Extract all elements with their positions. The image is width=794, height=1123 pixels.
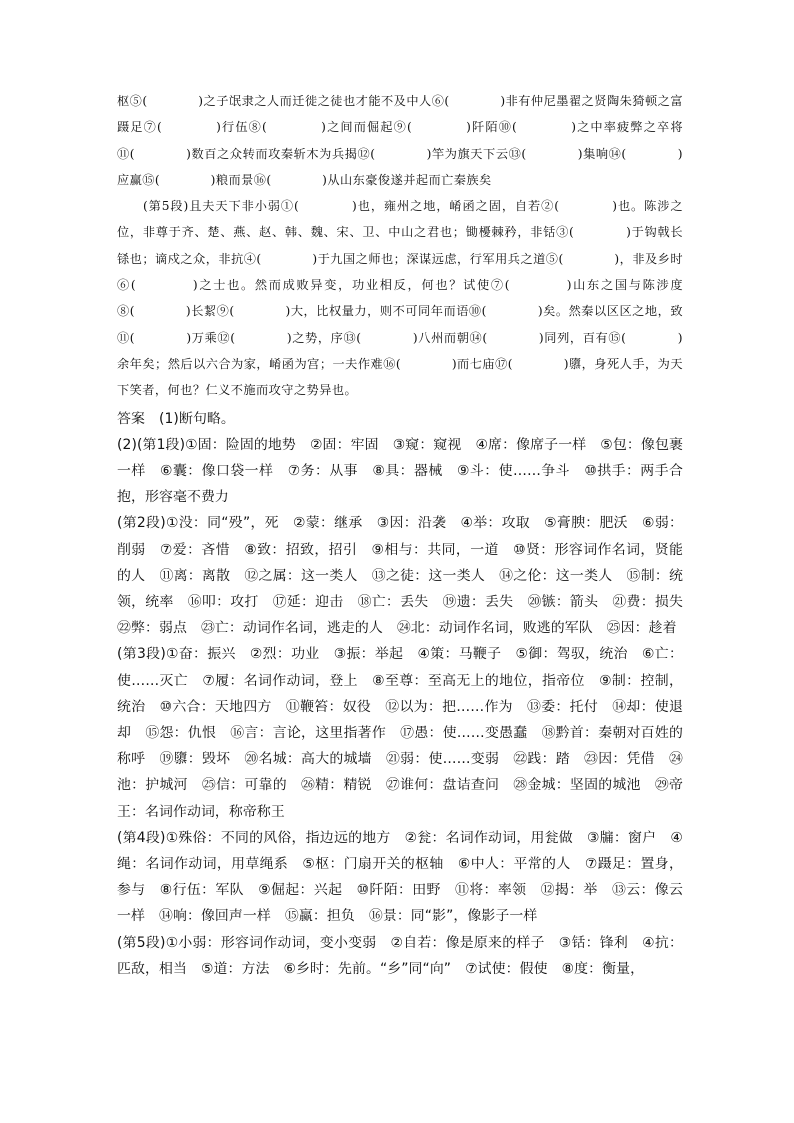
answer-para3: (第3段)①奋：振兴 ②烈：功业 ③振：举起 ④策：马鞭子 ⑤御：驾驭，统治 ⑥亡：使……灭亡 ⑦履：名词作动词，登上 ⑧至尊：至高无上的地位，指帝位 ⑨制：控制，统治 ⑩六合：天地四方 ⑪鞭笞：奴役 ⑫以为：把……作为 ⑬委：托付 ⑭却：使退却 ⑮怨：仇恨 ⑯言：言论，这里指著作 ⑰愚：使……变愚蠢 ⑱黔首：秦朝对百姓的称呼 ⑲隳：毁坏 ⑳名城：高大的城墙 ㉑弱：使……变弱 ㉒践：踏 ㉓因：凭借 ㉔池：护城河 ㉕信：可靠的 ㉖精：精锐 ㉗谁何：盘诘查问 ㉘金城：坚固的城池 ㉙帝王：名词作动词，称帝称王 (117, 646, 683, 820)
exercise-para4-tail: 枢⑤( )之子氓隶之人而迁徙之徒也才能不及中人⑥( )非有仲尼墨翟之贤陶朱猗顿之富蹑足⑦( )行伍⑧( )之间而倔起⑨( )阡陌⑩( )之中率疲弊之卒将⑪( )数百之众转而攻秦斩木为兵揭⑫( )竿为旗天下云⑬( )集响⑭( )应赢⑮( )粮而景⑯( )从山东豪俊遂并起而亡秦族矣 (117, 94, 683, 187)
document-page (117, 88, 697, 982)
answer-heading: 答案 (1)断句略。 (117, 410, 235, 427)
answer-para4: (第4段)①殊俗：不同的风俗，指边远的地方 ②瓮：名词作动词，用瓮做 ③牖：窗户 ④绳：名词作动词，用草绳系 ⑤枢：门扇开关的枢轴 ⑥中人：平常的人 ⑦蹑足：置身，参与 ⑧行伍：军队 ⑨倔起：兴起 ⑩阡陌：田野 ⑪将：率领 ⑫揭：举 ⑬云：像云一样 ⑭响：像回声一样 ⑮赢：担负 ⑯景：同“影”，像影子一样 (117, 829, 683, 925)
answer-para1: (2)(第1段)①固：险固的地势 ②固：牢固 ③窥：窥视 ④席：像席子一样 ⑤包：像包裹一样 ⑥囊：像口袋一样 ⑦务：从事 ⑧具：器械 ⑨斗：使……争斗 ⑩拱手：两手合抱，形容毫不费力 (117, 436, 683, 506)
answer-para5: (第5段)①小弱：形容词作动词，变小变弱 ②自若：像是原来的样子 ③铦：锋利 ④抗：匹敌，相当 ⑤道：方法 ⑥乡时：先前。“乡”同“向” ⑦试使：假使 ⑧度：衡量， (117, 934, 683, 977)
exercise-para5: (第5段)且夫天下非小弱①( )也，雍州之地，崤函之固，自若②( )也。陈涉之位，非尊于齐、楚、燕、赵、韩、魏、宋、卫、中山之君也；锄櫌棘矜，非铦③( )于钩戟长铩也；谪戍之众，非抗④( )于九国之师也；深谋远虑，行军用兵之道⑤( )，非及乡时⑥( )之士也。然而成败异变，功业相反，何也？试使⑦( )山东之国与陈涉度⑧( )长絜⑨( )大，比权量力，则不可同年而语⑩( )矣。然秦以区区之地，致⑪( )万乘⑫( )之势，序⑬( )八州而朝⑭( )同列，百有⑮( )余年矣；然后以六合为家，崤函为宫；一夫作难⑯( )而七庙⑰( )隳，身死人手，为天下笑者，何也？仁义不施而攻守之势异也。 (117, 199, 683, 398)
answer-section (117, 406, 697, 982)
answer-para2: (第2段)①没：同“殁”，死 ②蒙：继承 ③因：沿袭 ④举：攻取 ⑤膏腴：肥沃 ⑥弱：削弱 ⑦爱：吝惜 ⑧致：招致，招引 ⑨相与：共同，一道 ⑩贤：形容词作名词，贤能的人 ⑪离：离散 ⑫之属：这一类人 ⑬之徒：这一类人 ⑭之伦：这一类人 ⑮制：统领，统率 ⑯叩：攻打 ⑰延：迎击 ⑱亡：丢失 ⑲遗：丢失 ⑳镞：箭头 ㉑费：损失 ㉒弊：弱点 ㉓亡：动词作名词，逃走的人 ㉔北：动词作名词，败逃的军队 ㉕因：趁着 (117, 515, 697, 637)
exercise-text (117, 88, 683, 404)
